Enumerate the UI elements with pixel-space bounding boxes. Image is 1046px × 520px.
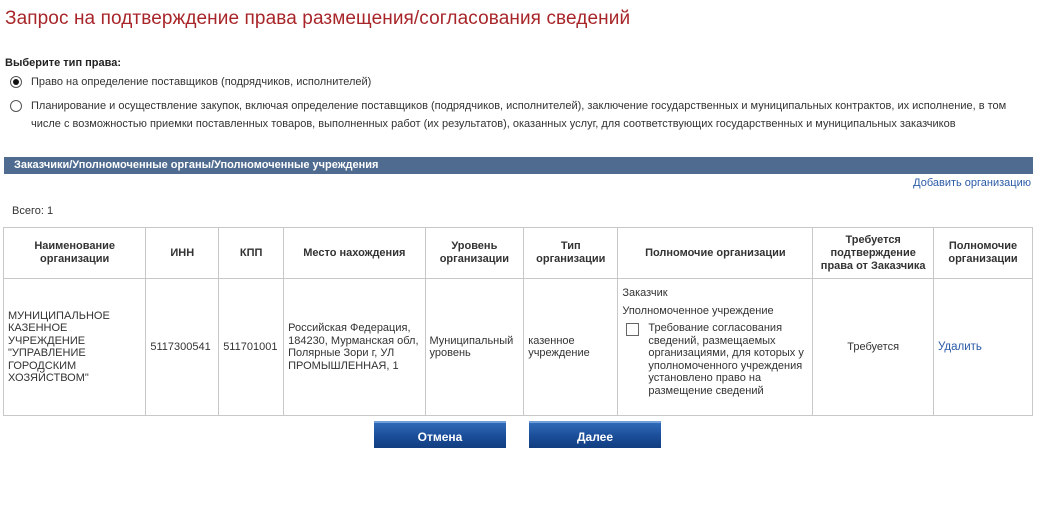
rights-type-label: Выберите тип права: [5,57,122,69]
approval-requirement-checkbox[interactable] [626,323,639,336]
right-option-label: Право на определение поставщиков (подрядчиков, исполнителей) [31,76,372,88]
right-option-suppliers[interactable] [10,76,371,91]
section-header-organizations: Заказчики/Уполномоченные органы/Уполномоченные учреждения [4,157,1033,174]
total-count: Всего: 1 [12,205,54,217]
approval-requirement-label: Требование согласования сведений, размещаемых организациями, для которых у уполномоченного учреждения установлено право на размещение сведений [648,322,804,397]
column-header-kpp: КПП [219,228,284,279]
page-title: Запрос на подтверждение права размещения/согласования сведений [5,8,631,29]
radio-suppliers-selected[interactable] [10,76,22,88]
cancel-button[interactable]: Отмена [374,421,506,448]
column-header-type: Тип организации [524,228,618,279]
cell-location: Российская Федерация, 184230, Мурманская обл, Полярные Зори г, УЛ ПРОМЫШЛЕННАЯ, 1 [284,279,425,416]
cell-level: Муниципальный уровень [425,279,524,416]
column-header-inn: ИНН [146,228,219,279]
radio-planning[interactable] [10,100,22,112]
role-customer: Заказчик [622,287,668,299]
approval-requirement-option[interactable] [626,322,808,397]
cell-inn: 5117300541 [146,279,219,416]
column-header-confirmation: Требуется подтверждение права от Заказчика [813,228,934,279]
add-organization-link[interactable]: Добавить организацию [913,177,1031,189]
table-row [4,279,1033,416]
delete-link[interactable]: Удалить [938,340,982,353]
cell-kpp: 511701001 [219,279,284,416]
column-header-authority-action: Полномочие организации [934,228,1033,279]
cell-type: казенное учреждение [524,279,618,416]
right-option-label: Планирование и осуществление закупок, включая определение поставщиков (подрядчиков, исполнителей), заключение государственных и муниципальных контрактов, их исполнение, в том числе с возможностью приемки поставленных товаров, выполненных работ (их результатов), оказанных услуг, для соответствующих государственных и муниципальных заказчиков [31,100,1007,130]
cell-confirmation: Требуется [813,279,934,416]
column-header-level: Уровень организации [425,228,524,279]
column-header-location: Место нахождения [284,228,425,279]
cell-action [934,279,1033,416]
organizations-table [3,227,1033,416]
cell-authority [618,279,813,416]
next-button[interactable]: Далее [529,421,661,448]
right-option-planning[interactable] [10,100,1021,133]
table-header-row [4,228,1033,279]
column-header-authority: Полномочие организации [618,228,813,279]
cell-org-name: МУНИЦИПАЛЬНОЕ КАЗЕННОЕ УЧРЕЖДЕНИЕ "УПРАВЛЕНИЕ ГОРОДСКИМ ХОЗЯЙСТВОМ" [4,279,146,416]
role-authorized-institution: Уполномоченное учреждение [622,304,774,317]
column-header-name: Наименование организации [4,228,146,279]
